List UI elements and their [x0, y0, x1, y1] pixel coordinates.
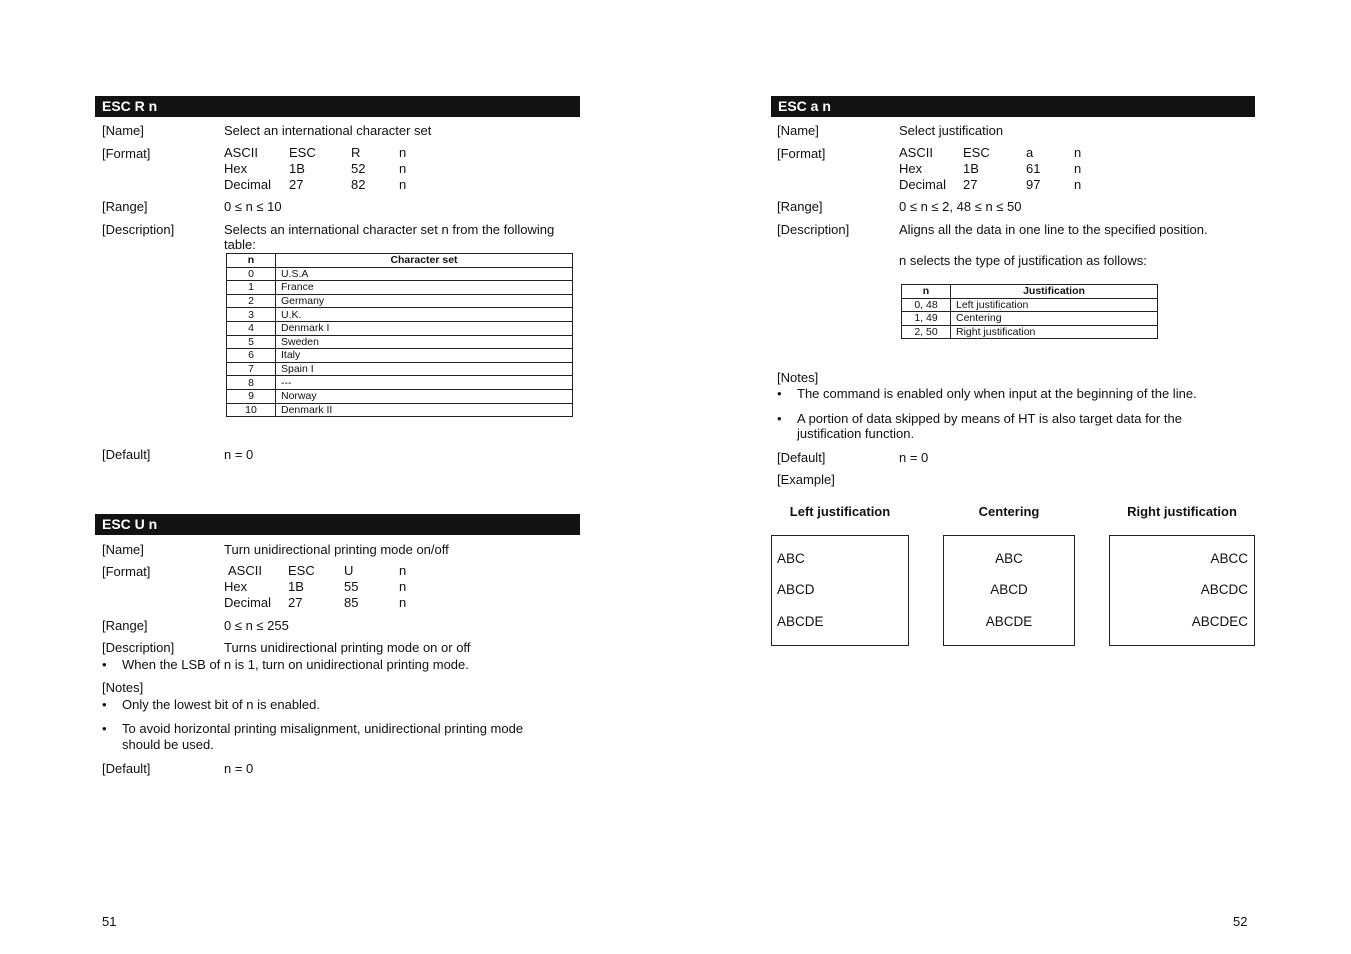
table-header-justification: Justification	[951, 285, 1158, 299]
justification-table	[901, 284, 1158, 339]
name-label: [Name]	[777, 123, 819, 138]
table-cell: U.S.A	[276, 267, 573, 281]
table-cell: 7	[227, 362, 276, 376]
format-cell: 1B	[288, 579, 304, 594]
format-cell: n	[399, 177, 407, 192]
table-row	[902, 325, 1158, 339]
bullet-text: A portion of data skipped by means of HT is also target data for the	[797, 411, 1182, 426]
example-line: ABCDEC	[1191, 614, 1248, 629]
notes-label: [Notes]	[777, 370, 819, 385]
table-cell: ---	[276, 376, 573, 390]
format-cell: n	[399, 145, 407, 160]
bullet-dot: •	[777, 411, 782, 426]
name-label: [Name]	[102, 123, 144, 138]
format-cell: ESC	[963, 145, 990, 160]
example-left-title: Left justification	[789, 504, 891, 519]
table-header-row	[902, 285, 1158, 299]
range-value: 0 ≤ n ≤ 255	[224, 618, 289, 633]
table-cell: Germany	[276, 294, 573, 308]
table-row	[227, 403, 573, 417]
format-cell: Hex	[224, 161, 248, 176]
table-cell: France	[276, 281, 573, 295]
description-label: [Description]	[102, 640, 175, 655]
table-cell: Denmark II	[276, 403, 573, 417]
table-cell: Norway	[276, 389, 573, 403]
bullet-dot: •	[102, 657, 107, 672]
table-cell: Italy	[276, 349, 573, 363]
default-label: [Default]	[102, 447, 151, 462]
format-cell: 55	[344, 579, 359, 594]
format-cell: R	[351, 145, 361, 160]
character-set-table	[226, 253, 573, 417]
description-value-2: n selects the type of justification as follows:	[899, 253, 1147, 268]
table-cell: 5	[227, 335, 276, 349]
range-value: 0 ≤ n ≤ 10	[224, 199, 282, 214]
page-number: 52	[1233, 914, 1248, 929]
table-cell: Right justification	[951, 325, 1158, 339]
description-line-1: Selects an international character set n from the following	[224, 222, 555, 237]
table-cell: Spain I	[276, 362, 573, 376]
format-cell: 82	[351, 177, 366, 192]
format-cell: a	[1026, 145, 1034, 160]
table-cell: 4	[227, 321, 276, 335]
table-row	[227, 281, 573, 295]
name-value: Select an international character set	[224, 123, 432, 138]
example-center-box	[943, 535, 1075, 646]
example-label: [Example]	[777, 472, 835, 487]
format-cell: n	[399, 595, 407, 610]
example-line: ABCD	[990, 582, 1028, 597]
range-label: [Range]	[777, 199, 823, 214]
esc-u-section-header	[95, 514, 580, 535]
format-cell: ESC	[289, 145, 316, 160]
format-cell: 27	[288, 595, 303, 610]
example-line: ABC	[995, 551, 1023, 566]
table-header-character-set: Character set	[276, 254, 573, 268]
example-line: ABCDC	[1200, 582, 1248, 597]
bullet-dot: •	[777, 386, 782, 401]
format-cell: Decimal	[224, 177, 271, 192]
format-cell: n	[399, 563, 407, 578]
format-cell: Decimal	[224, 595, 271, 610]
format-label: [Format]	[102, 146, 151, 161]
bullet-text: When the LSB of n is 1, turn on unidirectional printing mode.	[122, 657, 469, 672]
table-cell: 2	[227, 294, 276, 308]
table-row	[902, 312, 1158, 326]
name-value: Select justification	[899, 123, 1004, 138]
table-row	[227, 349, 573, 363]
format-cell: Hex	[899, 161, 923, 176]
table-cell: 0	[227, 267, 276, 281]
table-row	[227, 376, 573, 390]
format-cell: ASCII	[228, 563, 262, 578]
format-cell: Hex	[224, 579, 248, 594]
notes-label: [Notes]	[102, 680, 144, 695]
format-cell: Decimal	[899, 177, 946, 192]
section-title: ESC U n	[102, 516, 158, 532]
example-right-title: Right justification	[1127, 504, 1237, 519]
table-cell: 9	[227, 389, 276, 403]
format-cell: n	[399, 579, 407, 594]
example-line: ABCC	[1210, 551, 1248, 566]
default-value: n = 0	[224, 761, 254, 776]
default-value: n = 0	[224, 447, 254, 462]
example-line: ABC	[777, 551, 805, 566]
format-cell: 97	[1026, 177, 1041, 192]
format-cell: 1B	[289, 161, 305, 176]
format-cell: ASCII	[899, 145, 933, 160]
example-line: ABCD	[777, 582, 815, 597]
table-header-n: n	[227, 254, 276, 268]
table-cell: Sweden	[276, 335, 573, 349]
format-cell: n	[1074, 145, 1082, 160]
table-row	[227, 389, 573, 403]
table-cell: 3	[227, 308, 276, 322]
example-line: ABCDE	[985, 614, 1033, 629]
bullet-dot: •	[102, 721, 107, 736]
table-cell: 8	[227, 376, 276, 390]
format-cell: ASCII	[224, 145, 258, 160]
format-cell: 27	[963, 177, 978, 192]
format-cell: 27	[289, 177, 304, 192]
section-title: ESC a n	[778, 98, 831, 114]
example-right-box	[1109, 535, 1255, 646]
table-cell: 6	[227, 349, 276, 363]
default-label: [Default]	[777, 450, 826, 465]
format-cell: n	[399, 161, 407, 176]
example-center-title: Centering	[978, 504, 1040, 519]
esc-r-section-header	[95, 96, 580, 117]
table-header-n: n	[902, 285, 951, 299]
note-continuation: justification function.	[797, 426, 915, 441]
table-cell: 1, 49	[902, 312, 951, 326]
table-cell: Left justification	[951, 298, 1158, 312]
format-cell: n	[1074, 161, 1082, 176]
format-cell: 1B	[963, 161, 979, 176]
default-label: [Default]	[102, 761, 151, 776]
format-cell: 61	[1026, 161, 1041, 176]
table-row	[227, 362, 573, 376]
bullet-dot: •	[102, 697, 107, 712]
description-label: [Description]	[777, 222, 850, 237]
range-label: [Range]	[102, 199, 148, 214]
example-line: ABCDE	[777, 614, 824, 629]
table-header-row	[227, 254, 573, 268]
table-row	[227, 267, 573, 281]
bullet-text: Only the lowest bit of n is enabled.	[122, 697, 321, 712]
table-cell: 0, 48	[902, 298, 951, 312]
format-label: [Format]	[102, 564, 151, 579]
esc-a-section-header	[771, 96, 1255, 117]
name-value: Turn unidirectional printing mode on/off	[224, 542, 449, 557]
note-continuation: should be used.	[122, 737, 214, 752]
table-row	[227, 335, 573, 349]
table-row	[227, 321, 573, 335]
format-cell: U	[344, 563, 354, 578]
table-row	[902, 298, 1158, 312]
table-cell: Centering	[951, 312, 1158, 326]
format-cell: n	[1074, 177, 1082, 192]
bullet-text: To avoid horizontal printing misalignment, unidirectional printing mode	[122, 721, 524, 736]
range-value: 0 ≤ n ≤ 2, 48 ≤ n ≤ 50	[899, 199, 1022, 214]
table-row	[227, 308, 573, 322]
description-label: [Description]	[102, 222, 175, 237]
description-line-2: table:	[224, 237, 256, 252]
page-number: 51	[102, 914, 117, 929]
table-cell: U.K.	[276, 308, 573, 322]
range-label: [Range]	[102, 618, 148, 633]
table-cell: 10	[227, 403, 276, 417]
example-left-box	[771, 535, 909, 646]
name-label: [Name]	[102, 542, 144, 557]
format-label: [Format]	[777, 146, 826, 161]
table-cell: Denmark I	[276, 321, 573, 335]
section-title: ESC R n	[102, 98, 158, 114]
table-row	[227, 294, 573, 308]
format-cell: 85	[344, 595, 359, 610]
table-cell: 1	[227, 281, 276, 295]
bullet-text: The command is enabled only when input at the beginning of the line.	[797, 386, 1197, 401]
table-cell: 2, 50	[902, 325, 951, 339]
format-cell: 52	[351, 161, 366, 176]
default-value: n = 0	[899, 450, 929, 465]
description-value: Aligns all the data in one line to the specified position.	[899, 222, 1208, 237]
description-value: Turns unidirectional printing mode on or off	[224, 640, 471, 655]
format-cell: ESC	[288, 563, 315, 578]
